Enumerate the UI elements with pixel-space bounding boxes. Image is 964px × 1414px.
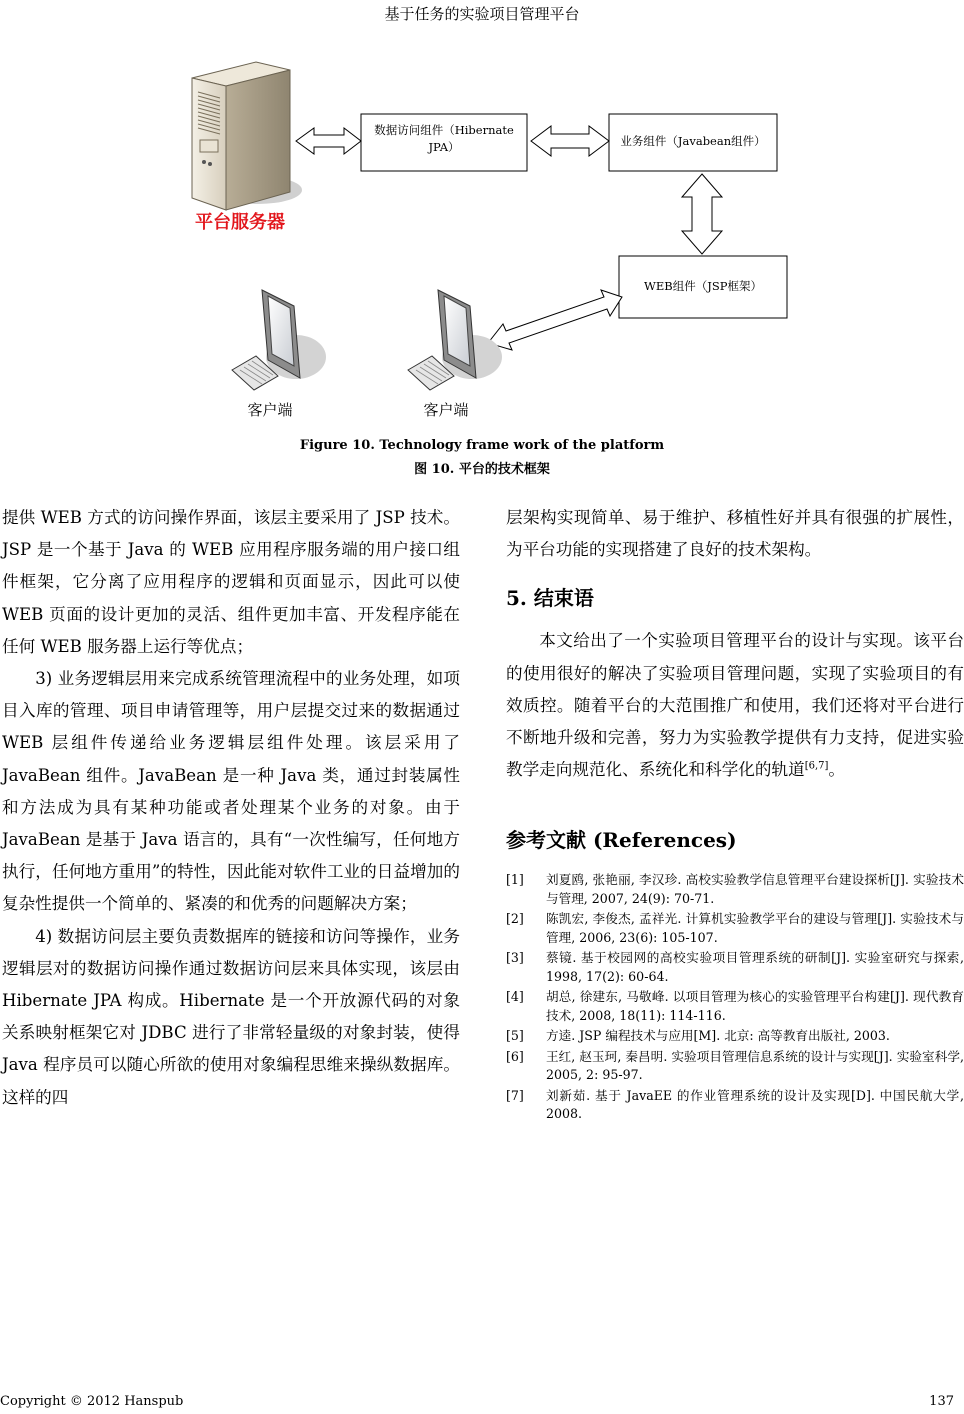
arrow-data-access-business — [531, 126, 609, 156]
reference-text: 方逵. JSP 编程技术与应用[M]. 北京: 高等教育出版社, 2003. — [546, 1028, 890, 1044]
reference-text: 王红, 赵玉珂, 秦昌明. 实验项目管理信息系统的设计与实现[J]. 实验室科学, 2005, 2: 95-97. — [546, 1048, 964, 1083]
client-computer-icon — [232, 290, 326, 390]
left-column — [2, 502, 460, 1114]
references-heading: 参考文献 (References) — [506, 828, 737, 853]
server-icon — [192, 62, 302, 210]
web-component-label: WEB组件（JSP框架） — [644, 279, 762, 293]
reference-number: [3] — [506, 950, 524, 966]
reference-item — [506, 910, 964, 947]
data-access-label-line1: 数据访问组件（Hibernate — [374, 123, 514, 137]
reference-number: [5] — [506, 1028, 524, 1044]
conclusion-text: 本文给出了一个实验项目管理平台的设计与实现。该平台的使用很好的解决了实验项目管理问题，实现了实验项目的有效质控。随着平台的大范围推广和使用，我们还将对平台进行不断地升级和完善，努力为实验教学提供有力支持，促进实验教学走向规范化、系统化和科学化的轨道 — [506, 631, 964, 780]
reference-item — [506, 871, 964, 908]
reference-text: 蔡镜. 基于校园网的高校实验项目管理系统的研制[J]. 实验室研究与探索, 1998, 17(2): 60-64. — [546, 950, 964, 984]
server-label: 平台服务器 — [195, 212, 285, 233]
conclusion-end: 。 — [828, 760, 845, 780]
paragraph: 提供 WEB 方式的访问操作界面，该层主要采用了 JSP 技术。JSP 是一个基于 Java 的 WEB 应用程序服务端的用户接口组件框架，它分离了应用程序的逻辑和页面显示，因此可以使 WEB 页面的设计更加的灵活、组件更加丰富、开发程序能在任何 WEB 服务器上运行等优点； — [2, 508, 460, 656]
figure-caption-en: Figure 10. Technology frame work of the platform — [299, 438, 665, 453]
reference-item — [506, 988, 964, 1025]
reference-item — [506, 1027, 964, 1046]
arrow-client-web — [488, 290, 622, 350]
reference-list — [506, 871, 964, 1124]
paragraph: 3) 业务逻辑层用来完成系统管理流程中的业务处理，如项目入库的管理、项目申请管理等，用户层提交过来的数据通过 WEB 层组件传递给业务逻辑层组件处理。该层采用了 JavaBean 组件。JavaBean 是一种 Java 类，通过封装属性和方法成为具有某种功能或者处理某个业务的对象。由于 JavaBean 是基于 Java 语言的，具有“一次性编写，任何地方执行，任何地方重用”的特性，因此能对软件工业的日益增加的复杂性提供一个简单的、紧凑的和优秀的问题解决方案； — [2, 669, 460, 914]
reference-text: 陈凯宏, 李俊杰, 孟祥光. 计算机实验教学平台的建设与管理[J]. 实验技术与管理, 2006, 23(6): 105-107. — [546, 911, 964, 945]
copyright: Copyright © 2012 Hanspub — [0, 1394, 184, 1409]
reference-item — [506, 1087, 964, 1124]
technology-framework-diagram — [0, 40, 964, 435]
reference-item — [506, 949, 964, 986]
reference-number: [6] — [506, 1048, 524, 1064]
client2-label: 客户端 — [423, 401, 469, 419]
arrow-server-data-access — [296, 128, 361, 154]
paragraph: 4) 数据访问层主要负责数据库的链接和访问等操作，业务逻辑层对的数据访问操作通过数据访问层来具体实现，该层由 Hibernate JPA 构成。Hibernate 是一个开放源代码的对象关系映射框架它对 JDBC 进行了非常轻量级的对象封装，使得 Java 程序员可以随心所欲的使用对象编程思维来操纵数据库。这样的四 — [2, 926, 460, 1107]
paragraph: 层架构实现简单、易于维护、移植性好并具有很强的扩展性，为平台功能的实现搭建了良好的技术架构。 — [506, 508, 964, 560]
reference-text: 刘夏鸥, 张艳丽, 李汉珍. 高校实验教学信息管理平台建设探析[J]. 实验技术与管理, 2007, 24(9): 70-71. — [546, 872, 964, 906]
reference-text: 刘新茹. 基于 JavaEE 的作业管理系统的设计及实现[D]. 中国民航大学, 2008. — [546, 1087, 964, 1122]
client1-label: 客户端 — [247, 401, 293, 419]
business-component-label: 业务组件（Javabean组件） — [620, 134, 766, 148]
reference-text: 胡总, 徐建东, 马敬峰. 以项目管理为核心的实验管理平台构建[J]. 现代教育技术, 2008, 18(11): 114-116. — [546, 989, 964, 1023]
figure-caption-zh: 图 10. 平台的技术框架 — [414, 462, 550, 477]
conclusion-paragraph — [506, 625, 964, 786]
running-title: 基于任务的实验项目管理平台 — [384, 5, 580, 23]
section-heading: 5. 结束语 — [506, 586, 594, 611]
data-access-label-line2: JPA） — [428, 140, 460, 154]
right-column — [506, 502, 964, 1126]
reference-item — [506, 1048, 964, 1085]
arrow-business-web — [682, 174, 722, 254]
client-computer-icon — [408, 290, 502, 390]
page-number: 137 — [929, 1394, 954, 1409]
reference-number: [1] — [506, 872, 524, 888]
citation: [6,7] — [804, 760, 829, 772]
reference-number: [4] — [506, 989, 524, 1005]
reference-number: [7] — [506, 1087, 524, 1103]
reference-number: [2] — [506, 911, 524, 927]
